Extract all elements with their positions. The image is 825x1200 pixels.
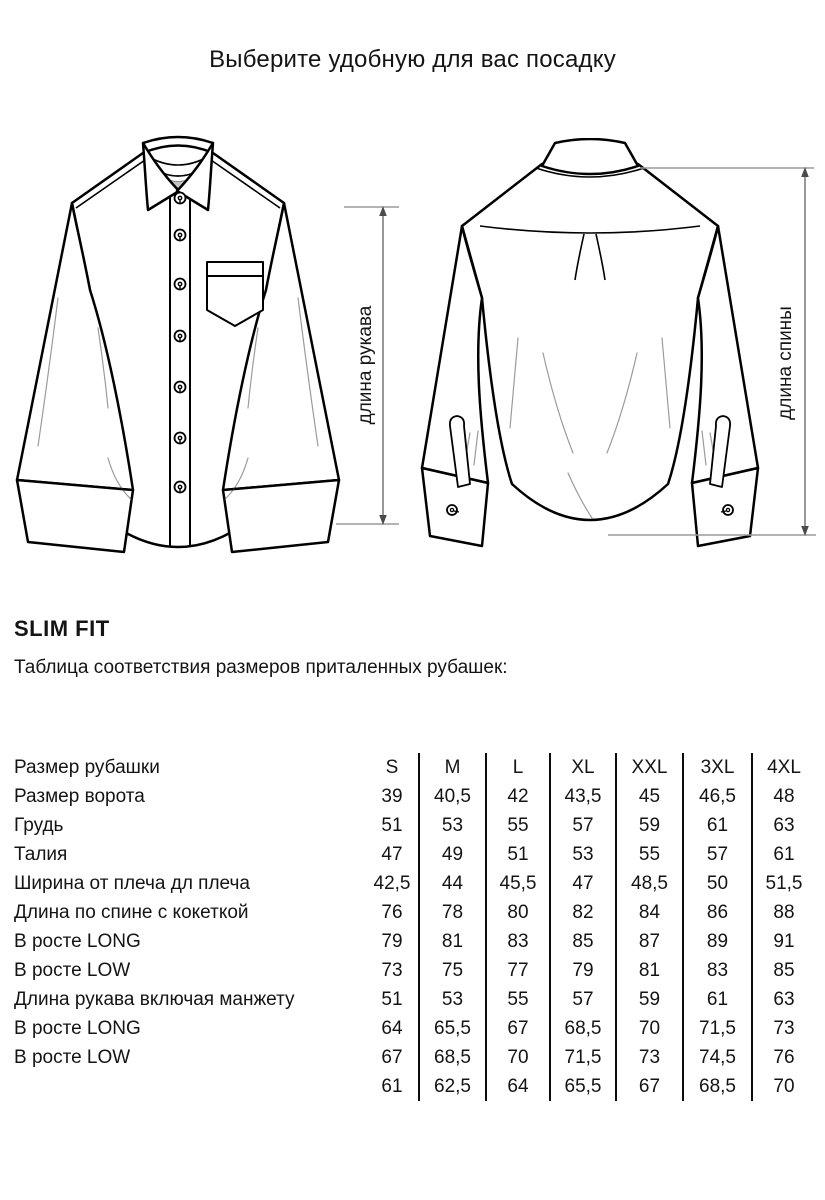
table-row [14, 869, 815, 898]
table-row [14, 956, 815, 985]
row-label: В росте LOW [14, 960, 131, 981]
sleeve-length-label: длина рукава [355, 305, 376, 425]
size-value-cell: 51 [366, 985, 420, 1014]
size-value-cell: 51 [487, 840, 551, 869]
size-value-cell: 61 [684, 985, 753, 1014]
size-value-cell: 77 [487, 956, 551, 985]
size-value-cell: 57 [684, 840, 753, 869]
row-label: Длина рукава включая манжету [14, 989, 295, 1010]
size-value-cell: 61 [773, 844, 795, 865]
size-value-cell: 68,5 [551, 1014, 617, 1043]
row-label: Грудь [14, 815, 64, 836]
back-length-label: длина спины [775, 306, 796, 420]
size-value-cell: 79 [366, 927, 420, 956]
size-value-cell: 55 [487, 811, 551, 840]
size-value-cell: 48,5 [617, 869, 684, 898]
size-value-cell: 57 [551, 985, 617, 1014]
size-value-cell: 53 [420, 811, 487, 840]
table-row [14, 1043, 815, 1072]
measurement-arrows [0, 126, 825, 598]
size-value-cell: 70 [773, 1076, 795, 1097]
size-value-cell: 48 [773, 786, 795, 807]
size-value-cell: 67 [617, 1072, 684, 1101]
shirt-diagram [0, 126, 825, 598]
size-value-cell: 61 [684, 811, 753, 840]
size-value-cell: 71,5 [684, 1014, 753, 1043]
size-value-cell: 68,5 [684, 1072, 753, 1101]
size-value-cell: 51 [366, 811, 420, 840]
size-value-cell: 89 [684, 927, 753, 956]
size-value-cell: 76 [773, 1047, 795, 1068]
row-label: Размер ворота [14, 786, 145, 807]
size-value-cell: 42 [487, 782, 551, 811]
size-value-cell: 40,5 [420, 782, 487, 811]
row-label: Длина по спине с кокеткой [14, 902, 249, 923]
size-value-cell: 67 [487, 1014, 551, 1043]
size-value-cell: 71,5 [551, 1043, 617, 1072]
table-row [14, 898, 815, 927]
size-value-cell: 55 [617, 840, 684, 869]
row-label: Ширина от плеча дл плеча [14, 873, 250, 894]
row-label [14, 1072, 366, 1101]
size-value-cell: 83 [487, 927, 551, 956]
size-value-cell: 65,5 [420, 1014, 487, 1043]
size-value-cell: 43,5 [551, 782, 617, 811]
page-title: Выберите удобную для вас посадку [209, 46, 616, 73]
size-value-cell: 45 [617, 782, 684, 811]
size-value-cell: 85 [773, 960, 795, 981]
size-value-cell: 53 [551, 840, 617, 869]
size-column-header: XXL [617, 753, 684, 782]
size-value-cell: 78 [420, 898, 487, 927]
size-value-cell: 83 [684, 956, 753, 985]
size-value-cell: 45,5 [487, 869, 551, 898]
size-value-cell: 47 [366, 840, 420, 869]
size-value-cell: 63 [773, 989, 795, 1010]
size-value-cell: 46,5 [684, 782, 753, 811]
table-row [14, 840, 815, 869]
row-label: В росте LONG [14, 1018, 141, 1039]
table-row [14, 1014, 815, 1043]
size-value-cell: 50 [684, 869, 753, 898]
size-column-header: 4XL [767, 757, 801, 778]
fit-heading: SLIM FIT [14, 616, 110, 641]
size-value-cell: 79 [551, 956, 617, 985]
table-row [14, 985, 815, 1014]
size-value-cell: 82 [551, 898, 617, 927]
table-subtitle: Таблица соответствия размеров приталенных рубашек: [14, 657, 508, 678]
size-value-cell: 75 [420, 956, 487, 985]
size-value-cell: 81 [617, 956, 684, 985]
size-column-header: XL [551, 753, 617, 782]
table-header-row [14, 753, 815, 782]
size-value-cell: 91 [773, 931, 795, 952]
size-value-cell: 53 [420, 985, 487, 1014]
size-value-cell: 74,5 [684, 1043, 753, 1072]
size-value-cell: 73 [366, 956, 420, 985]
size-value-cell: 49 [420, 840, 487, 869]
size-value-cell: 70 [617, 1014, 684, 1043]
size-value-cell: 68,5 [420, 1043, 487, 1072]
size-value-cell: 80 [487, 898, 551, 927]
size-value-cell: 76 [366, 898, 420, 927]
size-value-cell: 87 [617, 927, 684, 956]
size-value-cell: 67 [366, 1043, 420, 1072]
size-column-header: S [366, 753, 420, 782]
size-value-cell: 65,5 [551, 1072, 617, 1101]
size-column-header: 3XL [684, 753, 753, 782]
size-value-cell: 63 [773, 815, 795, 836]
size-value-cell: 59 [617, 811, 684, 840]
size-value-cell: 64 [366, 1014, 420, 1043]
table-row [14, 927, 815, 956]
row-label: В росте LONG [14, 931, 141, 952]
table-row [14, 1072, 815, 1101]
size-value-cell: 39 [366, 782, 420, 811]
row-label: В росте LOW [14, 1047, 131, 1068]
size-column-header: L [487, 753, 551, 782]
table-row [14, 811, 815, 840]
size-value-cell: 64 [487, 1072, 551, 1101]
size-value-cell: 73 [773, 1018, 795, 1039]
size-value-cell: 81 [420, 927, 487, 956]
row-label: Размер рубашки [14, 757, 160, 778]
size-table [14, 753, 815, 1101]
size-value-cell: 85 [551, 927, 617, 956]
size-value-cell: 70 [487, 1043, 551, 1072]
row-label: Талия [14, 844, 68, 865]
size-value-cell: 86 [684, 898, 753, 927]
size-value-cell: 55 [487, 985, 551, 1014]
size-column-header: M [420, 753, 487, 782]
size-value-cell: 44 [420, 869, 487, 898]
size-value-cell: 61 [366, 1072, 420, 1101]
size-value-cell: 62,5 [420, 1072, 487, 1101]
size-value-cell: 88 [773, 902, 795, 923]
size-value-cell: 57 [551, 811, 617, 840]
size-value-cell: 47 [551, 869, 617, 898]
size-value-cell: 42,5 [366, 869, 420, 898]
table-row [14, 782, 815, 811]
size-value-cell: 51,5 [765, 873, 803, 894]
size-value-cell: 84 [617, 898, 684, 927]
size-value-cell: 73 [617, 1043, 684, 1072]
size-value-cell: 59 [617, 985, 684, 1014]
